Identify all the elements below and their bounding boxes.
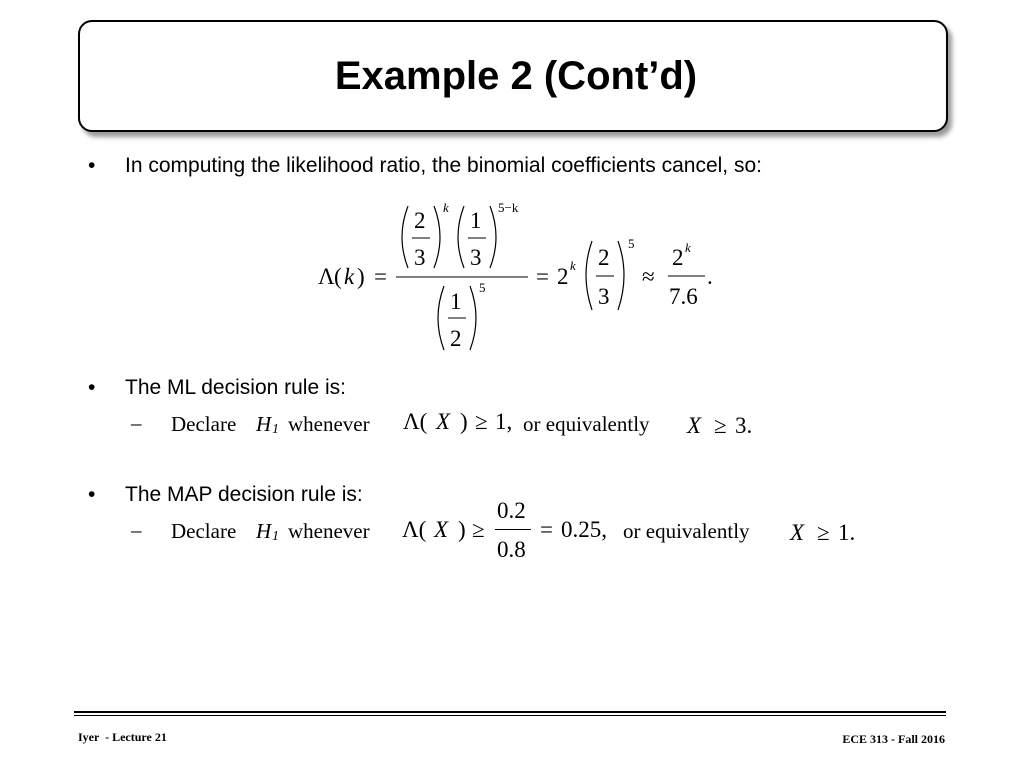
ml-ge: ≥ (475, 409, 488, 434)
map-x: X (434, 517, 449, 542)
eq1-den-seven-six: 7.6 (669, 284, 698, 309)
ml-whenever: whenever (288, 412, 370, 436)
eq1-num-three: 3 (414, 245, 426, 270)
footer-rule-bottom (74, 715, 946, 716)
ml-h: H (256, 412, 272, 436)
eq1-paren-l2 (458, 206, 464, 268)
eq1-num-three-c: 3 (598, 284, 610, 309)
map-value: 0.25, (561, 517, 607, 542)
eq1-two-base: 2 (557, 264, 569, 289)
ml-declare: Declare (171, 412, 237, 436)
eq1-num-one: 1 (470, 208, 482, 233)
bullet-marker-2: • (88, 376, 96, 399)
bullet-marker-1: • (88, 154, 96, 177)
bullet-3-text: The MAP decision rule is: (125, 483, 363, 506)
eq1-paren-r2 (490, 206, 496, 268)
slide-title: Example 2 (Cont’d) (334, 53, 698, 98)
eq1-den-one: 1 (450, 289, 462, 314)
map-h: H (256, 519, 272, 543)
map-ge: ≥ (472, 517, 485, 542)
ml-close: ) (460, 409, 468, 434)
map-numerator: 0.2 (497, 498, 526, 523)
eq1-exp-k: k (443, 200, 449, 215)
eq1-exp-5-den: 5 (479, 280, 486, 295)
eq1-num-three-b: 3 (470, 245, 482, 270)
eq1-paren-r4 (618, 241, 624, 310)
ml-lambda-open: Λ( (403, 409, 428, 434)
eq1-num-exp-k: k (685, 240, 691, 255)
eq1-equals-2: = (536, 264, 549, 289)
ml-h-sub: 1 (272, 422, 279, 437)
sub-bullet-dash-ml: – (131, 411, 142, 435)
sub-bullet-dash-map: – (131, 518, 142, 542)
map-declare: Declare (171, 519, 237, 543)
ml-ge2: ≥ (714, 413, 727, 438)
bullet-marker-3: • (88, 483, 96, 506)
map-result: 1. (838, 520, 856, 545)
eq1-paren-r1 (434, 206, 440, 268)
map-lambda-open: Λ( (402, 517, 427, 542)
map-denominator: 0.8 (497, 537, 526, 562)
eq1-close-paren: ) (357, 264, 365, 289)
map-whenever: whenever (288, 519, 370, 543)
map-x2: X (790, 520, 805, 545)
eq1-paren-l3 (438, 286, 444, 350)
map-ge2: ≥ (817, 520, 830, 545)
eq1-approx: ≈ (642, 264, 655, 289)
ml-x2: X (687, 413, 702, 438)
footer-course: ECE 313 - Fall 2016 (842, 732, 945, 746)
ml-threshold: 1, (495, 409, 513, 434)
map-equals: = (540, 517, 553, 542)
footer-author-lecture: Iyer - Lecture 21 (78, 730, 167, 744)
eq1-den-two: 2 (450, 326, 462, 351)
eq1-paren-l1 (402, 206, 408, 268)
eq1-open-paren: ( (334, 264, 342, 289)
eq1-exp-5-minus-k: 5−k (498, 200, 519, 215)
eq1-num-two: 2 (414, 208, 426, 233)
ml-or-equiv: or equivalently (523, 412, 650, 436)
eq1-paren-l4 (586, 241, 592, 310)
eq1-equals: = (374, 264, 387, 289)
ml-x: X (436, 409, 451, 434)
eq1-exp-5: 5 (628, 236, 635, 251)
map-or-equiv: or equivalently (623, 519, 750, 543)
title-box (78, 20, 948, 132)
eq1-two-exp-k: k (570, 258, 576, 273)
footer-rule-top (74, 711, 946, 713)
eq1-k: k (344, 264, 355, 289)
bullet-2-text: The ML decision rule is: (125, 376, 346, 399)
eq1-period: . (707, 264, 713, 289)
map-frac-bar (495, 529, 531, 530)
eq1-lambda: Λ (318, 264, 335, 289)
map-close: ) (458, 517, 466, 542)
map-h-sub: 1 (272, 529, 279, 544)
ml-result: 3. (735, 413, 753, 438)
eq1-num-two-d: 2 (672, 245, 684, 270)
eq1-num-two-c: 2 (598, 245, 610, 270)
bullet-1-text: In computing the likelihood ratio, the binomial coefficients cancel, so: (125, 154, 762, 177)
eq1-paren-r3 (470, 286, 476, 350)
